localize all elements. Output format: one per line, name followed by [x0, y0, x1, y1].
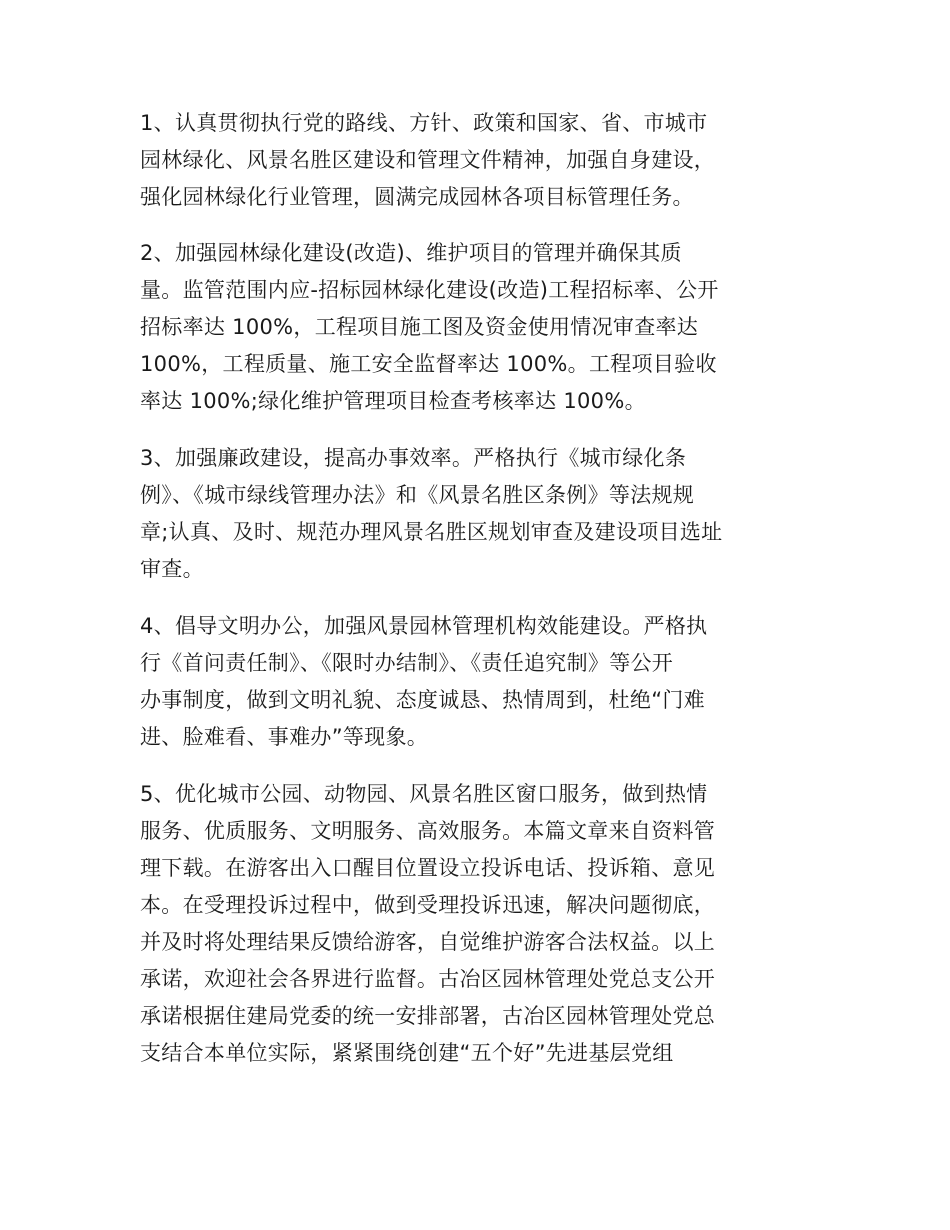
paragraph-line: 行《首问责任制》、《限时办结制》、《责任追究制》等公开	[140, 651, 674, 675]
paragraph-line: 进、脸难看、事难办”等现象。	[140, 725, 429, 749]
paragraph-line: 100%，工程质量、施工安全监督率达 100%。工程项目验收	[140, 352, 717, 376]
paragraph-5	[140, 776, 820, 1072]
paragraph-line: 4、倡导文明办公，加强风景园林管理机构效能建设。严格执	[140, 614, 708, 638]
paragraph-line: 理下载。在游客出入口醒目位置设立投诉电话、投诉箱、意见	[140, 856, 716, 880]
paragraph-line: 2、加强园林绿化建设(改造)、维护项目的管理并确保其质	[140, 241, 682, 265]
paragraph-line: 园林绿化、风景名胜区建设和管理文件精神，加强自身建设，	[140, 148, 716, 172]
paragraph-line: 并及时将处理结果反馈给游客，自觉维护游客合法权益。以上	[140, 930, 716, 954]
paragraph-line: 审查。	[140, 557, 204, 581]
paragraph-line: 强化园林绿化行业管理，圆满完成园林各项目标管理任务。	[140, 185, 694, 209]
paragraph-line: 支结合本单位实际，紧紧围绕创建“五个好”先进基层党组	[140, 1041, 674, 1065]
paragraph-line: 招标率达 100%，工程项目施工图及资金使用情况审查率达	[140, 315, 699, 339]
paragraph-line: 服务、优质服务、文明服务、高效服务。本篇文章来自资料管	[140, 819, 716, 843]
paragraph-line: 率达 100%;绿化维护管理项目检查考核率达 100%。	[140, 389, 646, 413]
paragraph-3	[140, 440, 820, 588]
paragraph-line: 办事制度，做到文明礼貌、态度诚恳、热情周到，杜绝“门难	[140, 688, 705, 712]
paragraph-line: 5、优化城市公园、动物园、风景名胜区窗口服务，做到热情	[140, 782, 708, 806]
paragraph-line: 1、认真贯彻执行党的路线、方针、政策和国家、省、市城市	[140, 111, 708, 135]
paragraph-line: 本。在受理投诉过程中，做到受理投诉迅速，解决问题彻底，	[140, 893, 716, 917]
paragraph-line: 量。监管范围内应-招标园林绿化建设(改造)工程招标率、公开	[140, 278, 719, 302]
paragraph-line: 承诺，欢迎社会各界进行监督。古冶区园林管理处党总支公开	[140, 967, 716, 991]
paragraph-line: 3、加强廉政建设，提高办事效率。严格执行《城市绿化条	[140, 446, 687, 470]
paragraph-2	[140, 235, 820, 420]
paragraph-line: 章;认真、及时、规范办理风景名胜区规划审查及建设项目选址	[140, 520, 723, 544]
paragraph-line: 承诺根据住建局党委的统一安排部署，古冶区园林管理处党总	[140, 1004, 716, 1028]
paragraph-1	[140, 105, 820, 216]
paragraph-4	[140, 608, 820, 756]
paragraph-line: 例》、《城市绿线管理办法》和《风景名胜区条例》等法规规	[140, 483, 695, 507]
